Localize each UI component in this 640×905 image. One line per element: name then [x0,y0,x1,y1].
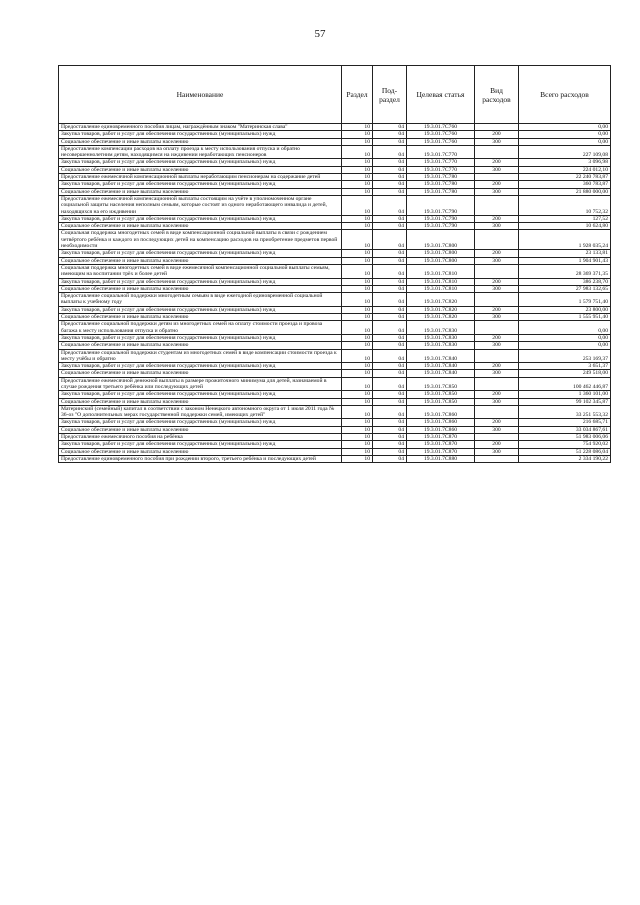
row-name: Социальное обеспечение и иные выплаты населению [59,398,342,405]
table-row [59,405,611,419]
row-total: 0,00 [519,321,611,335]
table-row [59,377,611,391]
row-name: Предоставление социальной поддержки детям из многодетных семей на оплату стоимости проезда и провоза багажа к месту использования отпуска и обратно [59,321,342,335]
row-total: 27 983 132,65 [519,285,611,292]
table-row [59,159,611,166]
row-section: 10 [342,250,373,257]
row-kind: 200 [475,215,519,222]
row-name: Закупка товаров, работ и услуг для обеспечения государственных (муниципальных) нужд [59,441,342,448]
row-target: 19.3.01.7С800 [407,230,475,250]
row-kind: 300 [475,342,519,349]
row-subsection: 04 [373,334,407,341]
row-section: 10 [342,314,373,321]
row-subsection: 04 [373,391,407,398]
row-name: Закупка товаров, работ и услуг для обеспечения государственных (муниципальных) нужд [59,391,342,398]
row-kind: 200 [475,159,519,166]
row-name: Закупка товаров, работ и услуг для обеспечения государственных (муниципальных) нужд [59,131,342,138]
row-name: Закупка товаров, работ и услуг для обеспечения государственных (муниципальных) нужд [59,334,342,341]
row-target: 19.3.01.7С870 [407,441,475,448]
row-name: Предоставление ежемесячной денежной выплаты в размере прожиточного минимума для детей, назначаемой в случае рождения третьего ребёнка или последующих детей [59,377,342,391]
row-section: 10 [342,159,373,166]
row-total: 100 462 446,87 [519,377,611,391]
row-section: 10 [342,455,373,462]
row-total: 249 518,00 [519,370,611,377]
table-row [59,188,611,195]
row-target: 19.3.01.7С850 [407,391,475,398]
row-section: 10 [342,398,373,405]
table-row [59,215,611,222]
row-subsection: 04 [373,377,407,391]
row-subsection: 04 [373,285,407,292]
row-kind [475,145,519,159]
row-subsection: 04 [373,257,407,264]
row-subsection: 04 [373,138,407,145]
row-kind: 200 [475,250,519,257]
row-subsection: 04 [373,223,407,230]
table-row [59,166,611,173]
row-total: 227 109,08 [519,145,611,159]
row-section: 10 [342,342,373,349]
row-subsection: 04 [373,264,407,278]
row-total: 10 752,32 [519,195,611,215]
row-subsection: 04 [373,419,407,426]
row-section: 10 [342,321,373,335]
table-row [59,223,611,230]
row-name: Закупка товаров, работ и услуг для обеспечения государственных (муниципальных) нужд [59,278,342,285]
row-total: 360 783,87 [519,181,611,188]
row-subsection: 04 [373,250,407,257]
row-section: 10 [342,215,373,222]
row-section: 10 [342,285,373,292]
table-header-row [59,66,611,124]
row-subsection: 04 [373,441,407,448]
row-total: 3 096,98 [519,159,611,166]
row-name: Закупка товаров, работ и услуг для обеспечения государственных (муниципальных) нужд [59,306,342,313]
row-section: 10 [342,124,373,131]
row-target: 19.3.01.7С780 [407,181,475,188]
row-target: 19.3.01.7С780 [407,188,475,195]
table-row [59,426,611,433]
row-name: Социальное обеспечение и иные выплаты населению [59,426,342,433]
row-section: 10 [342,434,373,441]
row-section: 10 [342,377,373,391]
row-subsection: 04 [373,215,407,222]
row-target: 19.3.01.7С870 [407,448,475,455]
row-target: 19.3.01.7С810 [407,285,475,292]
table-row [59,363,611,370]
row-kind: 200 [475,419,519,426]
row-section: 10 [342,405,373,419]
row-subsection: 04 [373,174,407,181]
table-row [59,455,611,462]
row-target: 19.3.01.7С840 [407,349,475,363]
row-name: Материнский (семейный) капитал в соответствии с законом Ненецкого автономного округа от 1 июля 2011 года № 36-оз "О дополнительных мерах государственной поддержки семей, имеющих детей" [59,405,342,419]
table-row [59,250,611,257]
row-total: 253 169,37 [519,349,611,363]
row-kind: 300 [475,314,519,321]
row-total: 1 360 101,00 [519,391,611,398]
row-total: 21 880 000,00 [519,188,611,195]
row-kind: 200 [475,363,519,370]
row-target: 19.3.01.7С790 [407,223,475,230]
table-row [59,419,611,426]
row-subsection: 04 [373,363,407,370]
table-row [59,306,611,313]
row-name: Социальная поддержка многодетных семей в виде ежемесячной компенсационной социальной выплаты семьям, имеющим на воспитании трёх и более детей [59,264,342,278]
row-section: 10 [342,188,373,195]
row-name: Социальное обеспечение и иные выплаты населению [59,166,342,173]
page-number: 57 [314,28,326,40]
row-name: Предоставление социальной поддержки студентам из многодетных семей в виде компенсации стоимости проезда к месту учёбы и обратно [59,349,342,363]
row-name: Закупка товаров, работ и услуг для обеспечения государственных (муниципальных) нужд [59,363,342,370]
row-target: 19.3.01.7С760 [407,124,475,131]
row-kind [475,377,519,391]
row-total: 3 651,37 [519,363,611,370]
table-row [59,181,611,188]
table-row [59,124,611,131]
row-total: 10 624,80 [519,223,611,230]
row-kind [475,405,519,419]
row-kind [475,124,519,131]
row-total: 1 555 951,40 [519,314,611,321]
row-target: 19.3.01.7С860 [407,426,475,433]
row-total: 51 228 086,04 [519,448,611,455]
row-subsection: 04 [373,188,407,195]
row-target: 19.3.01.7С830 [407,334,475,341]
table-row [59,145,611,159]
row-name: Закупка товаров, работ и услуг для обеспечения государственных (муниципальных) нужд [59,250,342,257]
row-section: 10 [342,195,373,215]
row-subsection: 04 [373,131,407,138]
row-name: Предоставление единовременного пособия лицам, награждённым знаком "Материнская слава" [59,124,342,131]
row-kind [475,321,519,335]
row-subsection: 04 [373,166,407,173]
row-kind: 200 [475,334,519,341]
row-kind: 200 [475,391,519,398]
row-target: 19.3.01.7С830 [407,321,475,335]
row-target: 19.3.01.7С810 [407,264,475,278]
row-subsection: 04 [373,181,407,188]
row-name: Предоставление ежемесячной компенсационной выплаты состоящим на учёте в уполномоченном органе социальной защиты населения неполным семьям, которые состоят из одного неработающего инвалида и детей, находящихся на его иждивении [59,195,342,215]
row-kind: 200 [475,441,519,448]
row-section: 10 [342,131,373,138]
row-name: Социальное обеспечение и иные выплаты населению [59,285,342,292]
row-kind [475,195,519,215]
row-kind: 300 [475,285,519,292]
row-kind: 300 [475,426,519,433]
table-row [59,257,611,264]
row-kind: 200 [475,306,519,313]
row-kind: 300 [475,370,519,377]
row-target: 19.3.01.7С860 [407,419,475,426]
row-section: 10 [342,426,373,433]
table-row [59,349,611,363]
row-kind [475,174,519,181]
row-section: 10 [342,370,373,377]
row-target: 19.3.01.7С850 [407,398,475,405]
row-target: 19.3.01.7С860 [407,405,475,419]
row-section: 10 [342,181,373,188]
row-total: 28 369 371,35 [519,264,611,278]
row-name: Предоставление единовременного пособия при рождении второго, третьего ребёнка и последующих детей [59,455,342,462]
row-section: 10 [342,138,373,145]
row-name: Социальное обеспечение и иные выплаты населению [59,370,342,377]
row-section: 10 [342,448,373,455]
row-name: Предоставление социальной поддержки многодетным семьям в виде ежегодной единовременной социальной выплаты к учебному году [59,293,342,307]
row-kind [475,455,519,462]
row-name: Социальная поддержка многодетных семей в виде компенсационной социальной выплаты в связи с рождением четвёртого ребёнка и каждого из последующих детей на компенсацию расходов на приобретение предметов первой необходимости [59,230,342,250]
row-kind: 200 [475,278,519,285]
row-section: 10 [342,145,373,159]
row-section: 10 [342,306,373,313]
row-section: 10 [342,230,373,250]
row-subsection: 04 [373,398,407,405]
row-kind: 200 [475,181,519,188]
row-target: 19.3.01.7С770 [407,145,475,159]
row-target: 19.3.01.7С840 [407,370,475,377]
row-total: 2 334 190,22 [519,455,611,462]
row-total: 0,00 [519,138,611,145]
row-subsection: 04 [373,370,407,377]
row-section: 10 [342,334,373,341]
row-target: 19.3.01.7С790 [407,195,475,215]
row-section: 10 [342,166,373,173]
row-kind [475,293,519,307]
row-subsection: 04 [373,448,407,455]
row-name: Закупка товаров, работ и услуг для обеспечения государственных (муниципальных) нужд [59,419,342,426]
header-kind: Вид расходов [475,66,519,124]
row-target: 19.3.01.7С820 [407,314,475,321]
row-section: 10 [342,441,373,448]
row-name: Социальное обеспечение и иные выплаты населению [59,188,342,195]
row-subsection: 04 [373,405,407,419]
row-section: 10 [342,223,373,230]
row-kind: 300 [475,138,519,145]
row-subsection: 04 [373,195,407,215]
row-name: Социальное обеспечение и иные выплаты населению [59,342,342,349]
row-kind [475,230,519,250]
row-total: 386 238,70 [519,278,611,285]
row-target: 19.3.01.7С800 [407,257,475,264]
row-subsection: 04 [373,455,407,462]
row-total: 1 904 901,43 [519,257,611,264]
table-row [59,293,611,307]
row-total: 754 920,02 [519,441,611,448]
table-row [59,278,611,285]
row-total: 1 928 035,24 [519,230,611,250]
row-subsection: 04 [373,434,407,441]
row-kind [475,434,519,441]
row-section: 10 [342,174,373,181]
row-name: Закупка товаров, работ и услуг для обеспечения государственных (муниципальных) нужд [59,181,342,188]
row-target: 19.3.01.7С820 [407,293,475,307]
header-name: Наименование [59,66,342,124]
row-target: 19.3.01.7С880 [407,455,475,462]
row-kind: 300 [475,398,519,405]
row-total: 0,00 [519,342,611,349]
row-name: Социальное обеспечение и иные выплаты населению [59,138,342,145]
row-section: 10 [342,264,373,278]
row-target: 19.3.01.7С770 [407,166,475,173]
row-section: 10 [342,257,373,264]
row-total: 23 800,00 [519,306,611,313]
row-target: 19.3.01.7С840 [407,363,475,370]
row-total: 22 240 783,87 [519,174,611,181]
row-subsection: 04 [373,124,407,131]
row-name: Социальное обеспечение и иные выплаты населению [59,257,342,264]
row-total: 51 983 006,06 [519,434,611,441]
row-subsection: 04 [373,314,407,321]
table-row [59,131,611,138]
row-name: Закупка товаров, работ и услуг для обеспечения государственных (муниципальных) нужд [59,159,342,166]
row-total: 0,00 [519,334,611,341]
row-target: 19.3.01.7С770 [407,159,475,166]
row-target: 19.3.01.7С780 [407,174,475,181]
table-row [59,334,611,341]
table-row [59,370,611,377]
row-subsection: 04 [373,321,407,335]
table-row [59,398,611,405]
header-total: Всего расходов [519,66,611,124]
row-subsection: 04 [373,306,407,313]
row-kind: 300 [475,166,519,173]
row-total: 1 579 751,40 [519,293,611,307]
row-target: 19.3.01.7С830 [407,342,475,349]
row-kind: 300 [475,223,519,230]
table-row [59,230,611,250]
row-kind: 300 [475,188,519,195]
budget-table [58,65,611,463]
row-subsection: 04 [373,349,407,363]
table-row [59,434,611,441]
row-total: 23 133,81 [519,250,611,257]
row-subsection: 04 [373,426,407,433]
row-total: 224 012,10 [519,166,611,173]
table-row [59,138,611,145]
row-subsection: 04 [373,278,407,285]
row-kind [475,349,519,363]
row-target: 19.3.01.7С790 [407,215,475,222]
row-name: Предоставление компенсации расходов на оплату проезда к месту использования отпуска и обратно несовершеннолетним детям, находящимся на иждивении неработающих пенсионеров [59,145,342,159]
row-name: Предоставление ежемесячного пособия на ребёнка [59,434,342,441]
row-name: Предоставление ежемесячной компенсационной выплаты неработающим пенсионерам на содержание детей [59,174,342,181]
header-subsection: Под-раздел [373,66,407,124]
row-subsection: 04 [373,159,407,166]
table-row [59,342,611,349]
row-target: 19.3.01.7С870 [407,434,475,441]
row-total: 0,00 [519,131,611,138]
row-target: 19.3.01.7С800 [407,250,475,257]
row-subsection: 04 [373,293,407,307]
row-total: 0,00 [519,124,611,131]
row-total: 99 102 345,87 [519,398,611,405]
row-total: 33 251 553,32 [519,405,611,419]
table-row [59,441,611,448]
row-name: Социальное обеспечение и иные выплаты населению [59,448,342,455]
row-target: 19.3.01.7С810 [407,278,475,285]
row-total: 33 034 867,61 [519,426,611,433]
header-target: Целевая статья [407,66,475,124]
row-total: 127,52 [519,215,611,222]
table-row [59,174,611,181]
table-row [59,285,611,292]
row-name: Социальное обеспечение и иные выплаты населению [59,314,342,321]
row-target: 19.3.01.7С850 [407,377,475,391]
row-total: 216 685,71 [519,419,611,426]
row-target: 19.3.01.7С760 [407,131,475,138]
row-target: 19.3.01.7С820 [407,306,475,313]
table-row [59,391,611,398]
table-row [59,195,611,215]
row-kind: 200 [475,131,519,138]
row-section: 10 [342,363,373,370]
row-section: 10 [342,293,373,307]
table-row [59,448,611,455]
row-name: Закупка товаров, работ и услуг для обеспечения государственных (муниципальных) нужд [59,215,342,222]
table-row [59,314,611,321]
table-row [59,264,611,278]
row-subsection: 04 [373,230,407,250]
row-kind [475,264,519,278]
row-subsection: 04 [373,342,407,349]
row-kind: 300 [475,257,519,264]
row-kind: 300 [475,448,519,455]
row-subsection: 04 [373,145,407,159]
row-name: Социальное обеспечение и иные выплаты населению [59,223,342,230]
row-target: 19.3.01.7С760 [407,138,475,145]
row-section: 10 [342,349,373,363]
row-section: 10 [342,278,373,285]
row-section: 10 [342,419,373,426]
table-row [59,321,611,335]
row-section: 10 [342,391,373,398]
header-section: Раздел [342,66,373,124]
